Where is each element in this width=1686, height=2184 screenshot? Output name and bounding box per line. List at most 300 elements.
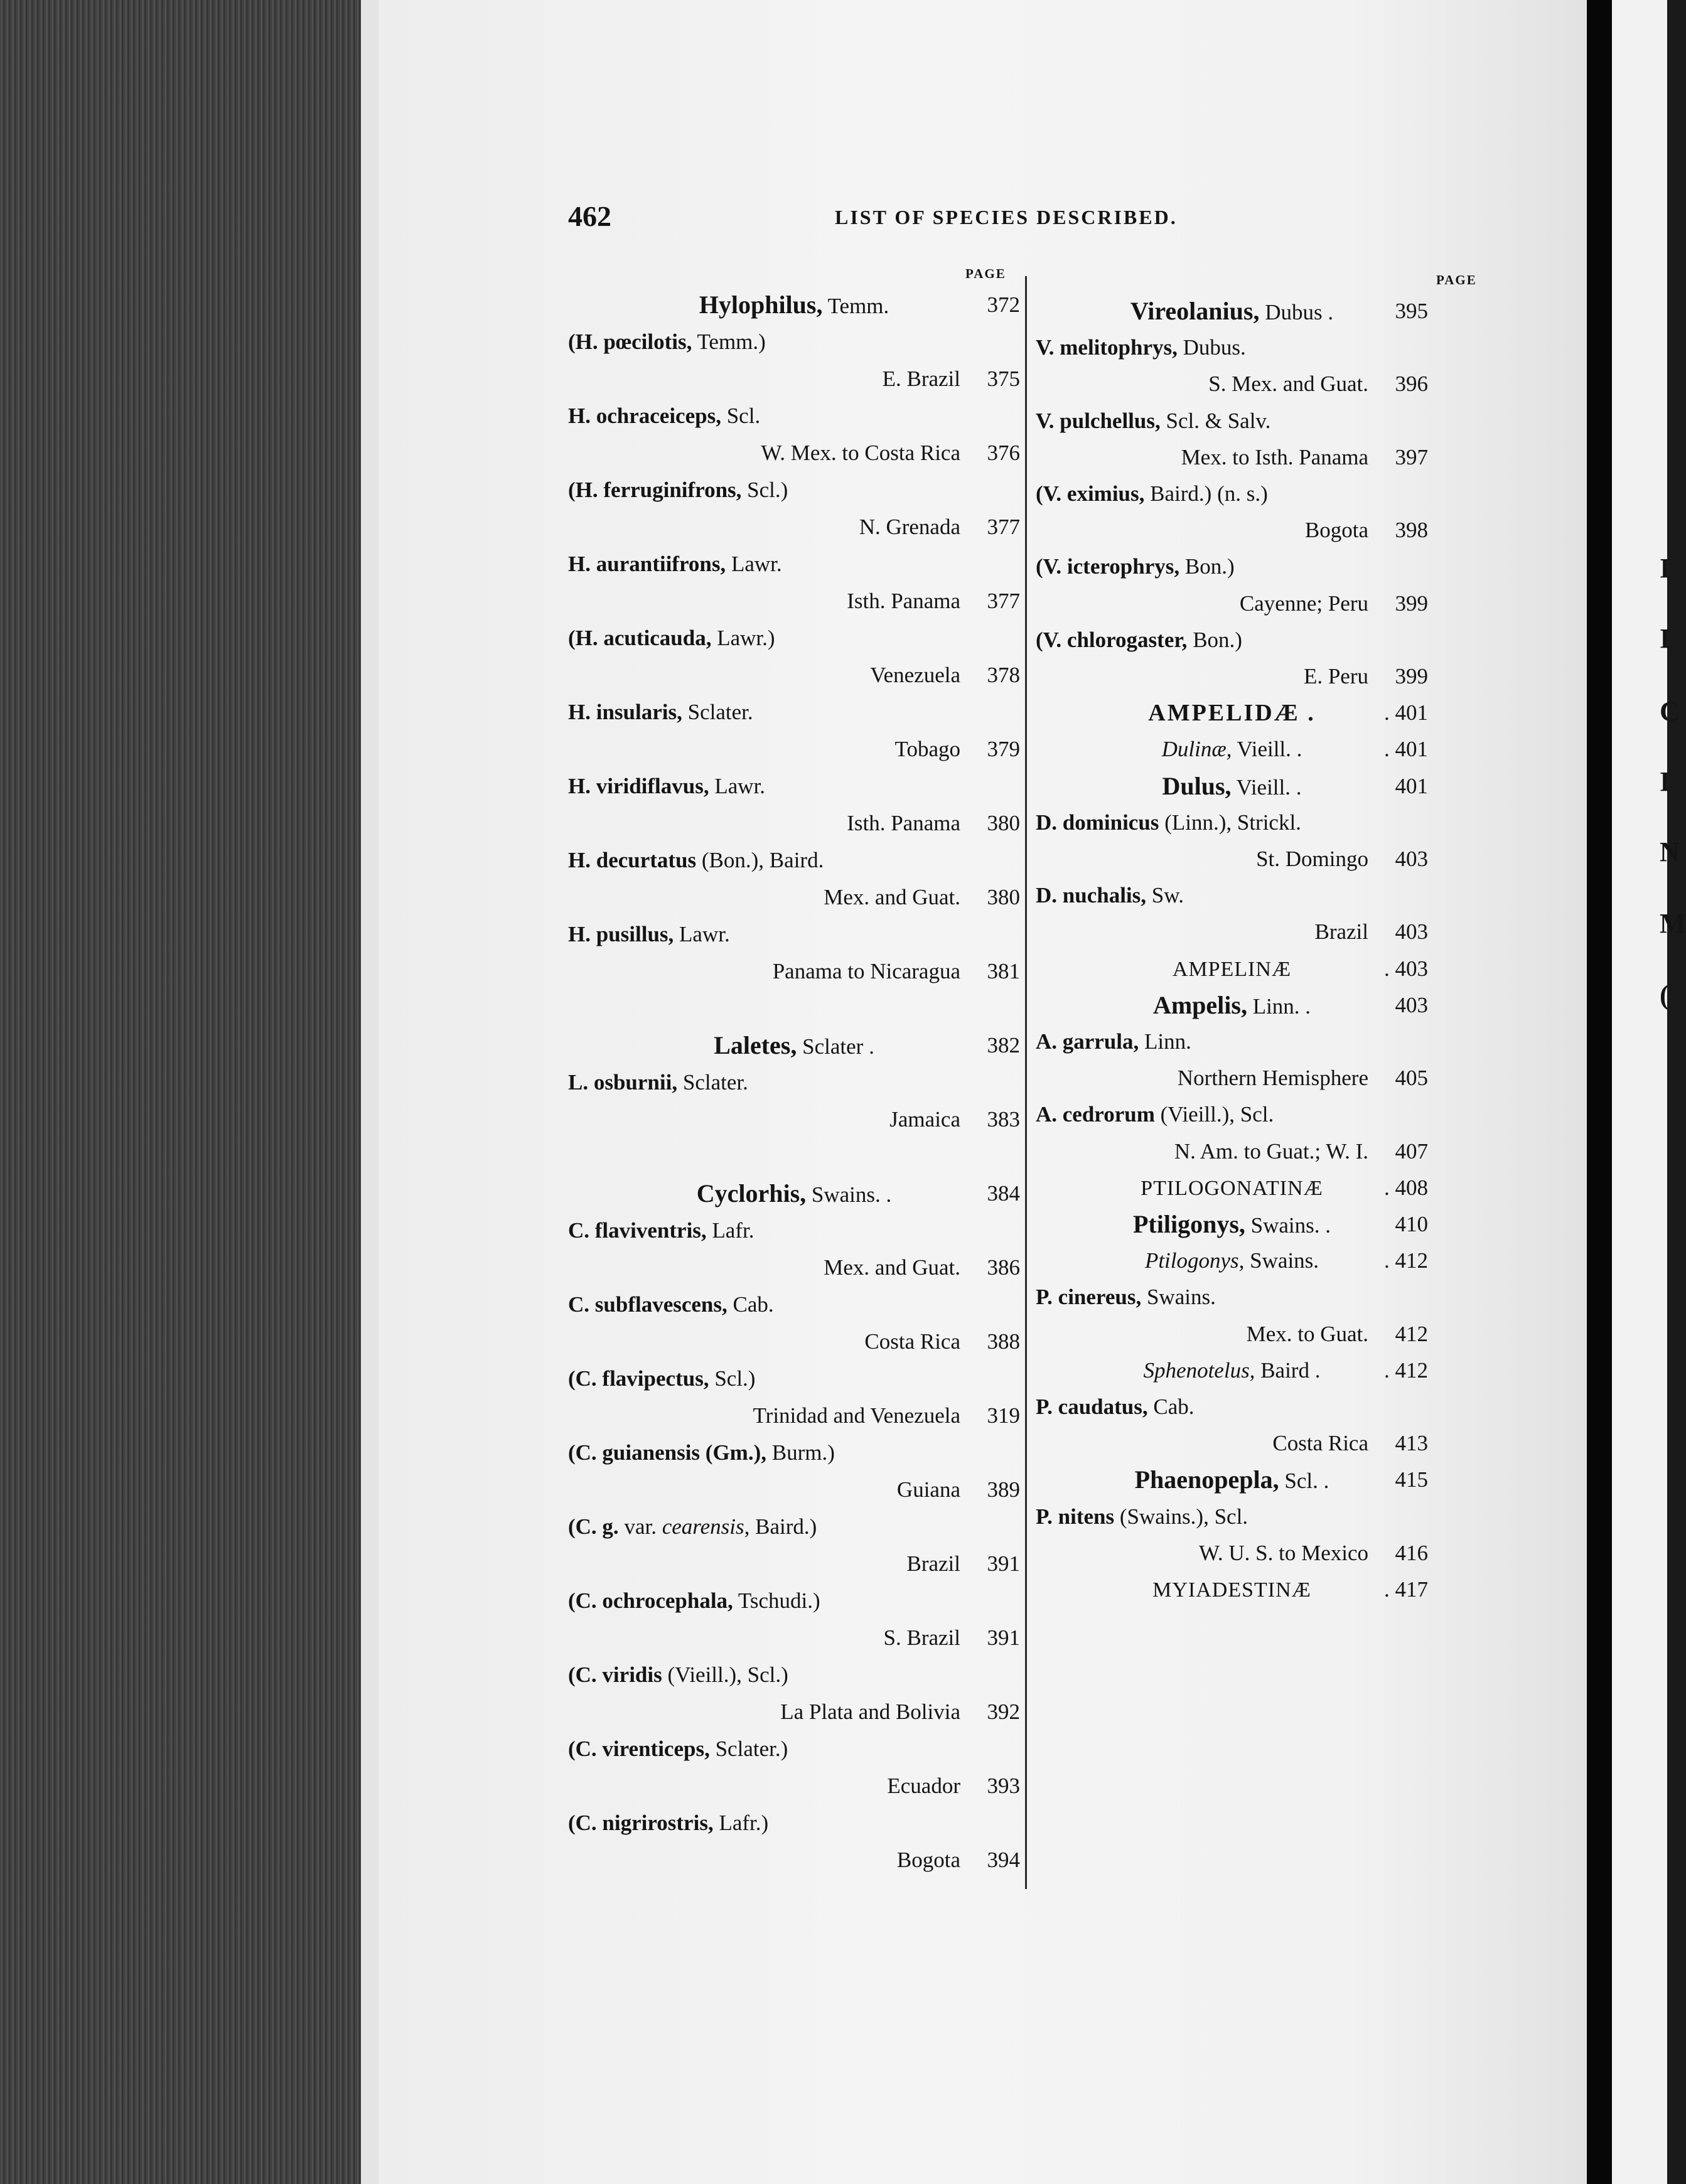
species-name: (V. chlorogaster, [1036,627,1188,652]
page-ref: 399 [1395,591,1428,616]
entry-text [887,1767,960,1805]
locality: Bogota [1304,518,1368,543]
authority: Lawr. [726,552,782,576]
locality: Isth. Panama [847,811,960,835]
locality: E. Peru [1303,664,1368,688]
authority: Cab. [1147,1394,1195,1419]
page-ref: 401 [1395,773,1428,798]
page-ref: . 408 [1384,1175,1428,1200]
authority: Lawr.) [711,626,775,650]
locality: Mex. to Isth. Panama [1181,444,1368,469]
entry-species [1036,475,1428,513]
entry-text [897,1841,960,1879]
locality: S. Brazil [883,1625,960,1650]
next-page-glyph: I [1660,553,1671,584]
genus-name: Hylophilus, [699,291,823,319]
locality: W. U. S. to Mexico [1199,1540,1368,1565]
page-ref: 405 [1395,1066,1428,1091]
entry-text [568,619,775,657]
locality: Isth. Panama [847,589,960,613]
species-name: (C. g. [568,1514,619,1539]
entry-locality [568,1619,1020,1657]
page-ref: 319 [987,1403,1020,1428]
entry-text [906,1545,960,1583]
entry-text [568,768,765,805]
authority: Baird . [1255,1357,1321,1383]
subgenus-name: Sphenotelus, [1143,1357,1255,1383]
entry-text [1181,439,1368,476]
entry-locality [568,1397,1020,1435]
entry-text [1174,1133,1368,1170]
entry-text [568,1730,788,1768]
entry-species [1036,877,1428,914]
entry-text [1314,913,1368,951]
entry-genus [568,1027,1020,1064]
entry-species [568,1582,1020,1620]
entry-text [883,360,960,398]
entry-text [1036,475,1268,513]
leader-dots: . [1299,993,1311,1019]
page-ref: 388 [987,1329,1020,1354]
entry-locality [1036,840,1428,878]
entry-text [568,1582,820,1620]
page-ref: 398 [1395,518,1428,543]
entry-text [1133,1206,1331,1245]
entry-text [568,693,753,731]
entry-subital [1036,1242,1428,1280]
page-ref: 415 [1395,1467,1428,1492]
entry-genus [568,1175,1020,1212]
authority: Scl.) [741,478,788,502]
entry-locality [1036,1133,1428,1170]
page-ref: 381 [987,959,1020,983]
next-page-glyph: M [1660,908,1686,939]
page-ref: 392 [987,1700,1020,1724]
entry-locality [1036,365,1428,403]
page-ref: 378 [987,663,1020,687]
entry-text [847,582,960,620]
entry-text [897,1471,960,1509]
authority: Sclater. [682,700,753,724]
species-name: L. osburnii, [568,1070,678,1095]
species-name: H. pusillus, [568,922,674,946]
entry-species_var [568,1508,1020,1546]
entry-text [1152,1571,1311,1609]
entry-text [1036,1023,1191,1061]
entry-species [568,1434,1020,1472]
entry-species [1036,621,1428,659]
entry-text [714,1027,874,1066]
entry-species [568,1212,1020,1250]
page-ref: 380 [987,885,1020,909]
entry-locality [568,805,1020,842]
species-name: (H. ferruginifrons, [568,478,742,502]
entry-species [568,916,1020,953]
entry-text [568,471,788,509]
entry-locality [1036,913,1428,951]
entry-species [568,1064,1020,1101]
page-ref: 394 [987,1848,1020,1872]
next-page-glyph: I [1660,766,1671,797]
authority: Sclater.) [709,1737,788,1761]
entry-text [568,1656,788,1694]
entry-text [568,1064,748,1101]
entry-text [859,508,960,546]
entry-text [1162,768,1301,806]
subfamily-name: MYIADESTINÆ [1152,1578,1311,1602]
entry-locality [568,953,1020,990]
species-name: P. nitens [1036,1504,1115,1529]
right-column [1036,0,1428,2184]
subgenus-name: Ptilogonys, [1144,1248,1245,1273]
entry-genus [1036,1461,1428,1499]
entry-text [1144,1352,1321,1389]
entry-locality [568,879,1020,916]
subfamily-name: AMPELINÆ [1172,957,1292,981]
locality: Cayenne; Peru [1239,591,1368,616]
entry-text [568,916,730,953]
species-name: H. viridiflavus, [568,774,709,798]
locality: Jamaica [889,1107,960,1132]
leader-dots: . [1318,1469,1329,1494]
entry-text [697,1175,892,1214]
genus-name: Cyclorhis, [696,1179,807,1207]
locality: St. Domingo [1256,847,1368,871]
authority: Scl. [721,404,761,428]
species-name: P. caudatus, [1036,1394,1148,1419]
species-name: A. cedrorum [1036,1102,1155,1127]
entry-text [568,1212,754,1250]
genus-name: Phaenopepla, [1134,1465,1279,1494]
entry-text [847,805,960,842]
entry-locality [568,508,1020,546]
leader-dots: . [863,1034,874,1059]
authority: Temm.) [692,329,766,354]
locality: Costa Rica [864,1329,960,1354]
locality: Mex. to Guat. [1246,1321,1368,1346]
entry-text [1036,548,1235,586]
entry-locality [568,434,1020,472]
leader-dots: . [1322,300,1334,324]
column-divider [1025,276,1027,1889]
entry-text [1036,329,1246,367]
entry-genus [1036,768,1428,805]
entry-text [1036,804,1301,842]
entry-species [1036,548,1428,586]
entry-text [1304,658,1368,695]
gutter-right [1587,0,1612,2184]
entry-locality [568,1249,1020,1287]
species-name: (V. icterophrys, [1036,554,1180,579]
entry-text [568,545,782,583]
species-name: P. cinereus, [1036,1285,1142,1310]
authority: Scl. & Salv. [1160,408,1271,433]
entry-genus [1036,987,1428,1024]
entry-text [568,842,824,879]
entry-species [568,1286,1020,1324]
species-name: (V. eximius, [1036,481,1145,506]
species-name: D. dominicus [1036,810,1159,835]
authority: Cab. [727,1292,774,1317]
locality: Guiana [896,1477,960,1502]
entry-locality [568,1841,1020,1879]
page-ref: 382 [987,1033,1020,1057]
entry-text [1135,1461,1329,1500]
page-ref: 391 [987,1551,1020,1576]
entry-text [568,397,760,435]
page-ref: 372 [987,292,1020,317]
locality: Venezuela [870,663,960,687]
locality: Panama to Nicaragua [772,959,960,983]
entry-locality [1036,511,1428,549]
page-ref: 383 [987,1107,1020,1132]
entry-text [773,953,960,990]
entry-locality [1036,1425,1428,1462]
entry-genus [568,286,1020,324]
variety-mark: var. [618,1514,662,1539]
entry-text [1208,365,1368,403]
entry-text [1036,621,1242,659]
entry-locality [1036,658,1428,695]
authority: Lafr.) [713,1811,769,1835]
entry-species [568,1656,1020,1694]
next-page-glyph: C [1660,696,1680,727]
authority: (Vieill.), Scl. [1154,1102,1274,1127]
locality: S. Mex. and Guat. [1208,372,1368,397]
locality: E. Brazil [882,367,960,391]
page-ref: 386 [987,1255,1020,1280]
entry-species [568,471,1020,509]
entry-locality [1036,1315,1428,1353]
entry-text [1141,1169,1323,1207]
page-title: LIST OF SPECIES DESCRIBED. [835,206,1178,228]
species-name: H. aurantiifrons, [568,552,726,576]
species-name: (C. guianensis (Gm.), [568,1440,766,1465]
entry-text [568,323,766,361]
entry-species [1036,1388,1428,1426]
species-name: (C. viridis [568,1662,662,1687]
entry-locality [568,731,1020,768]
page-ref: . 401 [1384,700,1428,725]
entry-text [1036,1498,1248,1536]
species-name: D. nuchalis, [1036,883,1147,908]
next-page-strip [1612,0,1667,2184]
entry-species [568,842,1020,879]
page-ref: 379 [987,737,1020,761]
species-name: (C. flavipectus, [568,1366,709,1391]
entry-species [568,545,1020,583]
authority: Bon.) [1187,627,1242,652]
entry-subcaps [1036,1571,1428,1609]
page-ref: 380 [987,811,1020,835]
left-column [568,0,1020,2184]
authority: Baird.) (n. s.) [1144,481,1268,506]
entry-species [568,768,1020,805]
authority: (Bon.), Baird. [696,848,824,872]
species-name: (H. pœcilotis, [568,329,692,354]
locality: Ecuador [887,1774,960,1798]
entry-text [889,1101,960,1138]
authority: Lawr. [674,922,730,946]
entry-text [568,1434,835,1472]
authority: Swains. [806,1182,881,1207]
entry-species [568,619,1020,657]
species-name: H. insularis, [568,700,682,724]
entry-text [1256,840,1368,878]
subgenus-name: Dulinæ, [1161,737,1232,762]
page-ref: . 403 [1384,956,1428,981]
entry-subital [1036,731,1428,768]
entry-locality [568,656,1020,694]
next-page-glyph: I [1660,623,1671,654]
leader-dots: . [1291,774,1302,800]
species-name: H. ochraceiceps, [568,404,721,428]
locality: W. Mex. to Costa Rica [761,441,960,465]
entry-locality [568,1471,1020,1509]
page-ref: 407 [1395,1138,1428,1164]
authority: Sclater. [677,1070,748,1095]
authority: Lawr. [709,774,766,798]
authority: Linn. [1139,1029,1191,1054]
locality: Costa Rica [1272,1431,1368,1456]
variety-name: cearensis [662,1514,744,1539]
page-column-label-right: PAGE [1436,272,1477,287]
entry-species [568,397,1020,435]
entry-locality [568,1693,1020,1731]
entry-locality [568,1767,1020,1805]
authority: (Vieill.), Scl.) [662,1662,788,1687]
entry-text [1036,877,1184,914]
authority: Temm. [822,294,889,318]
entry-text [824,1249,960,1287]
entry-species [1036,1096,1428,1133]
entry-text [1305,511,1368,549]
entry-locality [1036,1534,1428,1572]
entry-locality [1036,439,1428,476]
entry-locality [1036,585,1428,623]
species-name: V. pulchellus, [1036,408,1161,433]
entry-text [895,731,960,768]
entry-species [1036,1278,1428,1316]
entry-species [1036,1023,1428,1061]
entry-text [1240,585,1368,623]
authority: Scl. [1279,1469,1318,1494]
page-ref: 410 [1395,1212,1428,1236]
locality: La Plata and Bolivia [780,1700,960,1724]
authority: (Swains.), Scl. [1114,1504,1248,1529]
page-ref: 384 [987,1181,1020,1206]
species-name: (C. virenticeps, [568,1737,710,1761]
entry-text [1036,402,1270,440]
entry-locality [568,1323,1020,1361]
entry-species [1036,329,1428,367]
species-name: V. melitophrys, [1036,335,1178,360]
locality: Brazil [1314,919,1368,945]
species-name: (C. ochrocephala, [568,1588,733,1613]
entry-text [1153,987,1311,1025]
entry-text [1272,1425,1368,1462]
next-page-glyph: ( [1660,980,1669,1010]
page-ref: 377 [987,515,1020,539]
locality: Tobago [894,737,960,761]
page-ref: 393 [987,1774,1020,1798]
entry-text [568,1508,817,1546]
subfamily-name: PTILOGONATINÆ [1141,1176,1323,1200]
entry-text [1199,1534,1368,1572]
authority: Scl.) [709,1366,756,1391]
locality: Brazil [906,1551,960,1576]
page-ref: 416 [1395,1540,1428,1565]
species-name: A. garrula, [1036,1029,1139,1054]
entry-text [568,1804,768,1842]
entry-locality [568,582,1020,620]
entry-text [568,1360,755,1398]
entry-text [1130,292,1333,331]
page-ref: 396 [1395,372,1428,397]
entry-text [780,1693,960,1731]
entry-text [1148,694,1315,732]
authority: Bon.) [1179,554,1235,579]
genus-name: Dulus, [1162,771,1232,800]
authority: Dubus [1259,300,1323,324]
entry-text [1145,1242,1319,1280]
entry-locality [568,1545,1020,1583]
authority: Lafr. [706,1218,754,1243]
entry-text [870,656,960,694]
entry-locality [568,1101,1020,1138]
page-ref: 403 [1395,919,1428,945]
page-ref: 397 [1395,444,1428,469]
entry-text [1178,1059,1368,1097]
page-ref: 376 [987,441,1020,465]
authority: Swains. [1141,1285,1216,1310]
authority: Linn. [1247,993,1300,1019]
entry-species [568,693,1020,731]
species-name: C. flaviventris, [568,1218,707,1243]
page-ref: . 412 [1384,1248,1428,1273]
locality: Northern Hemisphere [1177,1066,1368,1091]
entry-species [1036,804,1428,842]
entry-species [568,323,1020,361]
entry-species [1036,402,1428,440]
next-page-glyph: N [1660,837,1680,867]
entry-species [568,1804,1020,1842]
page-ref: 403 [1395,847,1428,871]
entry-text [761,434,960,472]
locality: Bogota [896,1848,960,1872]
species-name: (C. nigrirostris, [568,1811,714,1835]
entry-text [1036,1388,1195,1426]
page-ref: 412 [1395,1321,1428,1346]
entry-genus [1036,292,1428,330]
entry-text [864,1323,960,1361]
page-ref: 413 [1395,1431,1428,1456]
locality: Mex. and Guat. [824,885,960,909]
entry-subcaps [1036,950,1428,988]
entry-text [884,1619,960,1657]
page-ref: 391 [987,1625,1020,1650]
authority: Vieill. [1231,774,1291,800]
page-ref: . 417 [1384,1577,1428,1602]
entry-subital [1036,1352,1428,1389]
book-spine-shadow [0,0,377,2184]
authority: Swains. [1245,1213,1320,1238]
page-ref: 375 [987,367,1020,391]
entry-species [568,1730,1020,1768]
species-name: C. subflavescens, [568,1292,728,1317]
entry-text [753,1397,960,1435]
family-name: AMPELIDÆ . [1148,700,1316,727]
